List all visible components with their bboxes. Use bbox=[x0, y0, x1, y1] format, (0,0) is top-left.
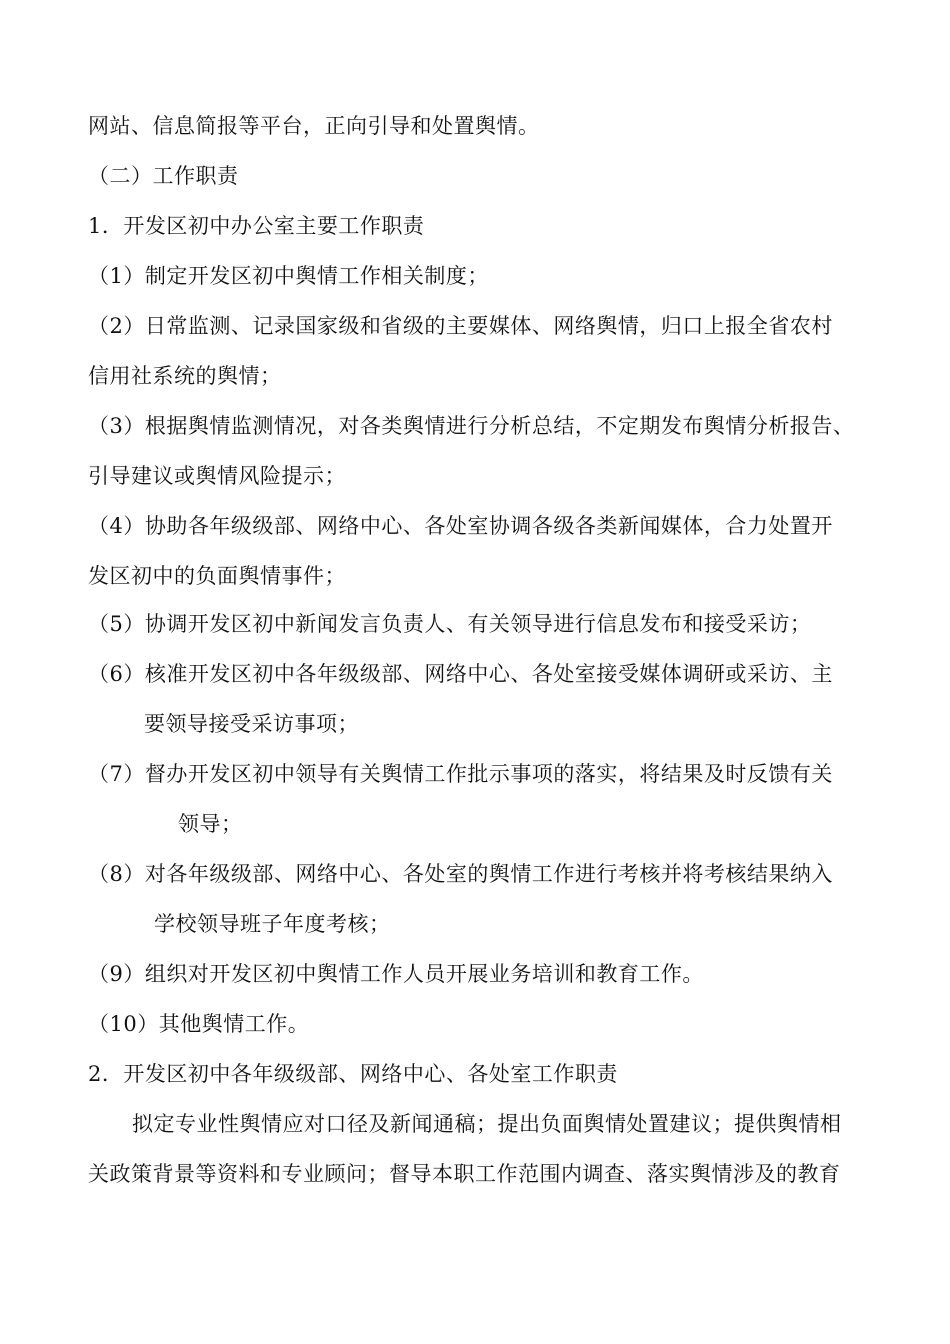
list-item-3-cont: 引导建议或舆情风险提示； bbox=[88, 464, 346, 488]
list-item-4: （4）协助各年级级部、网络中心、各处室协调各级各类新闻媒体，合力处置开 bbox=[88, 514, 833, 538]
subsection-heading-departments: 2．开发区初中各年级级部、网络中心、各处室工作职责 bbox=[88, 1062, 618, 1086]
list-item-1: （1）制定开发区初中舆情工作相关制度； bbox=[88, 264, 489, 288]
text-line-1: 网站、信息简报等平台，正向引导和处置舆情。 bbox=[88, 114, 540, 138]
list-item-10: （10）其他舆情工作。 bbox=[88, 1012, 310, 1036]
list-item-7: （7）督办开发区初中领导有关舆情工作批示事项的落实，将结果及时反馈有关 bbox=[88, 762, 833, 786]
list-item-6-cont: 要领导接受采访事项； bbox=[144, 712, 359, 736]
subsection-heading-office: 1．开发区初中办公室主要工作职责 bbox=[88, 214, 425, 238]
list-item-7-cont: 领导； bbox=[178, 812, 243, 836]
list-item-6: （6）核准开发区初中各年级级部、网络中心、各处室接受媒体调研或采访、主 bbox=[88, 662, 833, 686]
list-item-2-cont: 信用社系统的舆情； bbox=[88, 364, 282, 388]
paragraph-line-1: 拟定专业性舆情应对口径及新闻通稿；提出负面舆情处置建议；提供舆情相 bbox=[132, 1112, 842, 1136]
list-item-4-cont: 发区初中的负面舆情事件； bbox=[88, 564, 346, 588]
list-item-9: （9）组织对开发区初中舆情工作人员开展业务培训和教育工作。 bbox=[88, 962, 704, 986]
list-item-3: （3）根据舆情监测情况，对各类舆情进行分析总结，不定期发布舆情分析报告、 bbox=[88, 414, 855, 438]
list-item-2: （2）日常监测、记录国家级和省级的主要媒体、网络舆情，归口上报全省农村 bbox=[88, 314, 833, 338]
section-heading-duties: （二）工作职责 bbox=[88, 164, 239, 188]
list-item-8-cont: 学校领导班子年度考核； bbox=[154, 912, 391, 936]
paragraph-line-2: 关政策背景等资料和专业顾问；督导本职工作范围内调查、落实舆情涉及的教育 bbox=[88, 1162, 841, 1186]
list-item-5: （5）协调开发区初中新闻发言负责人、有关领导进行信息发布和接受采访； bbox=[88, 612, 812, 636]
list-item-8: （8）对各年级级部、网络中心、各处室的舆情工作进行考核并将考核结果纳入 bbox=[88, 862, 833, 886]
